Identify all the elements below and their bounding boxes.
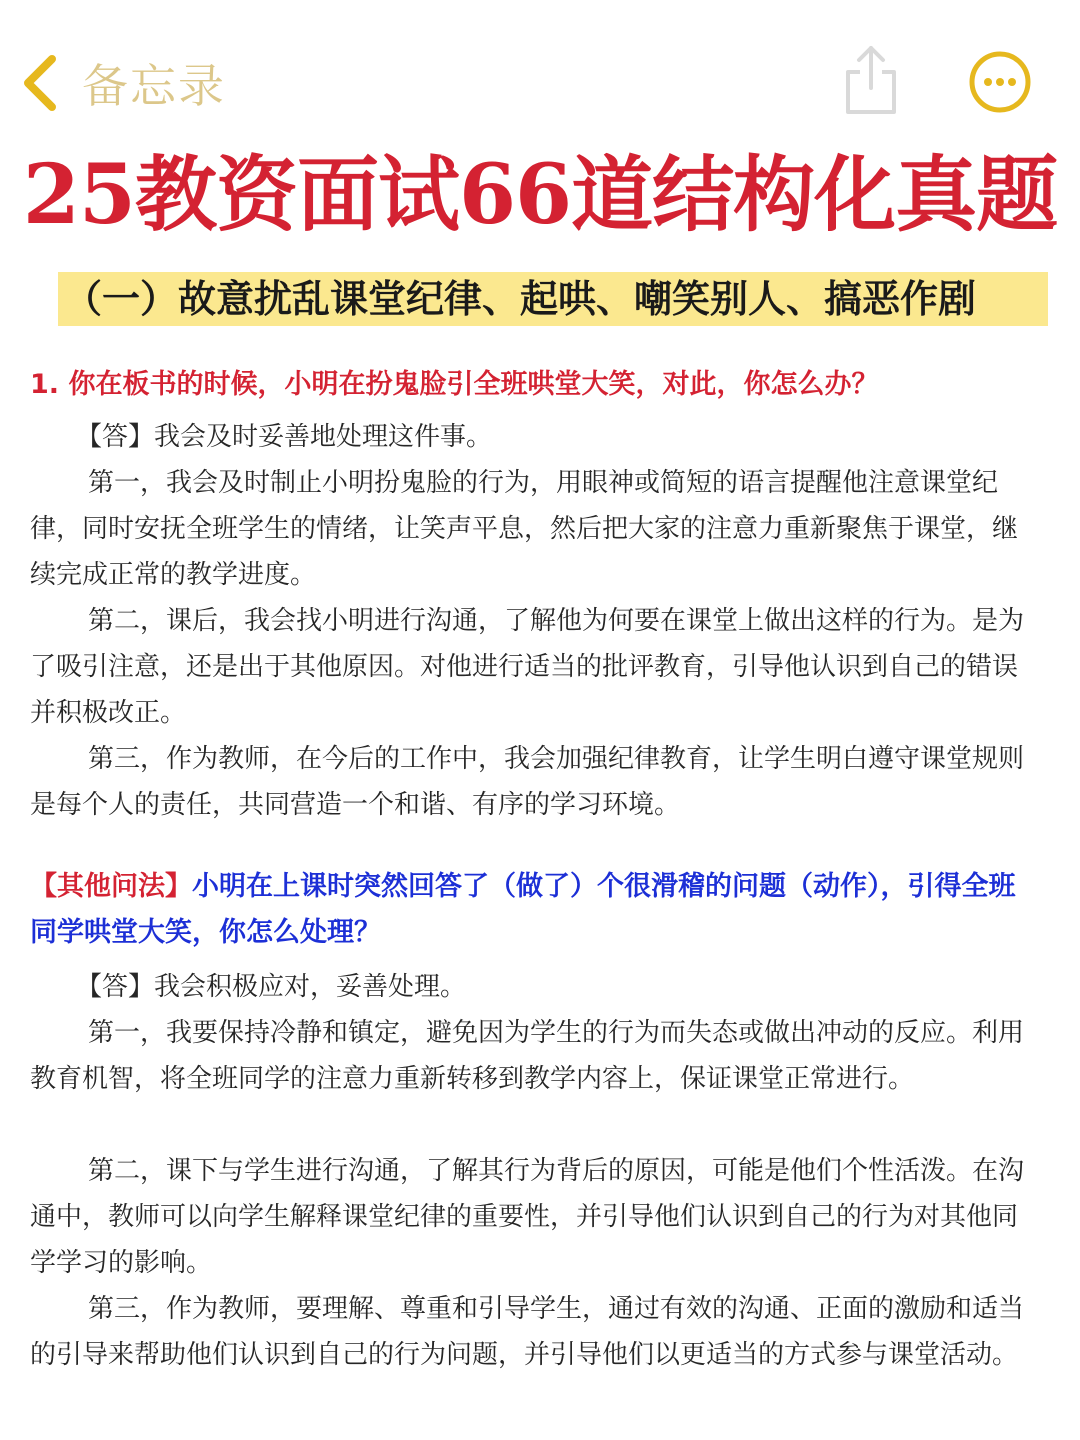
more-icon[interactable]: [968, 50, 1032, 114]
question-2-point-3: 第三，作为教师，要理解、尊重和引导学生，通过有效的沟通、正面的激励和适当的引导来帮助他们认识到自己的行为问题，并引导他们以更适当的方式参与课堂活动。: [30, 1294, 1025, 1370]
question-1-point-2: 第二，课后，我会找小明进行沟通，了解他为何要在课堂上做出这样的行为。是为了吸引注意，还是出于其他原因。对他进行适当的批评教育，引导他认识到自己的错误并积极改正。: [30, 606, 1025, 728]
share-icon[interactable]: [838, 42, 904, 118]
question-2-text: 小明在上课时突然回答了（做了）个很滑稽的问题（动作），引得全班同学哄堂大笑，你怎么处理？: [30, 871, 1016, 948]
question-2-tag: 【其他问法】: [30, 871, 192, 902]
question-1-point-1: 第一，我会及时制止小明扮鬼脸的行为，用眼神或简短的语言提醒他注意课堂纪律，同时安抚全班学生的情绪，让笑声平息，然后把大家的注意力重新聚焦于课堂，继续完成正常的教学进度。: [30, 468, 1019, 590]
page-title: 25教资面试66道结构化真题: [22, 147, 1058, 243]
question-2-answer-intro: 【答】我会积极应对，妥善处理。: [76, 972, 467, 1002]
question-2-point-2: 第二，课下与学生进行沟通，了解其行为背后的原因，可能是他们个性活泼。在沟通中，教师可以向学生解释课堂纪律的重要性，并引导他们认识到自己的行为对其他同学学习的影响。: [30, 1156, 1025, 1278]
section-heading: （一）故意扰乱课堂纪律、起哄、嘲笑别人、搞恶作剧: [58, 272, 1048, 326]
question-1-point-3: 第三，作为教师，在今后的工作中，我会加强纪律教育，让学生明白遵守课堂规则是每个人的责任，共同营造一个和谐、有序的学习环境。: [30, 744, 1025, 820]
back-label: 备忘录: [82, 59, 226, 113]
question-1-prompt: 1. 你在板书的时候，小明在扮鬼脸引全班哄堂大笑，对此，你怎么办？: [30, 369, 879, 400]
chevron-left-icon: [20, 53, 60, 113]
navigation-bar: [0, 0, 1080, 140]
question-2-prompt: [30, 864, 1040, 956]
question-1-answer-intro: 【答】我会及时妥善地处理这件事。: [76, 422, 493, 452]
back-button[interactable]: [20, 48, 226, 118]
question-2-point-1: 第一，我要保持冷静和镇定，避免因为学生的行为而失态或做出冲动的反应。利用教育机智，将全班同学的注意力重新转移到教学内容上，保证课堂正常进行。: [30, 1018, 1025, 1094]
